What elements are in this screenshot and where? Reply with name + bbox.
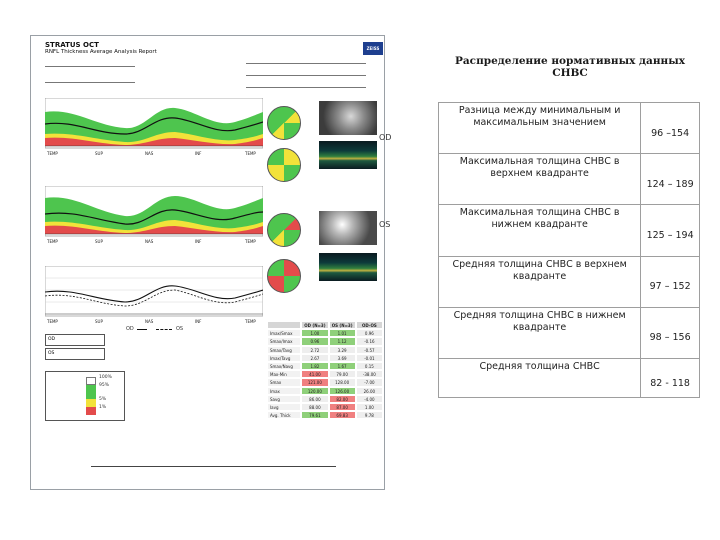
table-cell: -7.00 bbox=[356, 378, 383, 386]
table-cell: 88.00 bbox=[301, 403, 328, 411]
percentile-bar-yellow bbox=[86, 399, 96, 407]
od-clock-circle bbox=[267, 148, 301, 182]
table-row bbox=[267, 346, 383, 354]
table-row bbox=[267, 395, 383, 403]
table-header-cell bbox=[267, 321, 301, 329]
table-cell: Avg. Thick bbox=[267, 411, 301, 419]
os-fundus-image bbox=[319, 211, 377, 245]
normative-label: Средняя толщина СНВС в нижнем квадранте bbox=[439, 307, 641, 358]
svg-text:NAS: NAS bbox=[145, 239, 154, 244]
table-cell: 1.00 bbox=[356, 403, 383, 411]
table-cell: -0.16 bbox=[356, 337, 383, 345]
legend-os-label: OS bbox=[176, 326, 184, 332]
os-tsnit-chart bbox=[45, 186, 263, 246]
patient-info-line bbox=[45, 62, 135, 67]
table-cell: 1.82 bbox=[301, 362, 328, 370]
table-cell: -0.01 bbox=[356, 354, 383, 362]
normative-row bbox=[439, 359, 700, 398]
os-oct-image bbox=[319, 253, 377, 281]
table-header-cell: OD (N=3) bbox=[301, 321, 328, 329]
table-cell: 0.96 bbox=[356, 329, 383, 337]
legend-od-line bbox=[137, 329, 147, 330]
table-cell: Iavg bbox=[267, 403, 301, 411]
zeiss-logo: ZEISS bbox=[363, 42, 383, 55]
table-cell: 1.67 bbox=[329, 362, 356, 370]
svg-text:TEMP: TEMP bbox=[47, 151, 58, 156]
normative-title: Распределение нормативных данных СНВС bbox=[454, 55, 685, 79]
os-clock-circle bbox=[267, 259, 301, 293]
table-cell: 3.69 bbox=[329, 354, 356, 362]
table-row bbox=[267, 362, 383, 370]
table-cell: 86.00 bbox=[301, 395, 328, 403]
table-cell: Smax bbox=[267, 378, 301, 386]
svg-text:SUP: SUP bbox=[95, 239, 103, 244]
table-cell: 1.01 bbox=[329, 329, 356, 337]
percentile-100: 100% bbox=[99, 375, 112, 380]
table-cell: Smax/Navg bbox=[267, 362, 301, 370]
normative-value: 96 –154 bbox=[641, 103, 700, 154]
table-cell: Max-Min bbox=[267, 370, 301, 378]
od-fundus-image bbox=[319, 101, 377, 135]
table-cell: 87.00 bbox=[329, 403, 356, 411]
svg-text:SUP: SUP bbox=[95, 319, 103, 324]
report-title: STRATUS OCT bbox=[45, 41, 99, 49]
scan-info-3 bbox=[246, 83, 366, 88]
table-cell: -38.00 bbox=[356, 370, 383, 378]
normative-table-body bbox=[439, 103, 700, 398]
percentile-5: 5% bbox=[99, 397, 107, 402]
table-cell: 3.29 bbox=[329, 346, 356, 354]
os-quadrant-circle bbox=[267, 213, 301, 247]
table-row bbox=[267, 411, 383, 419]
os-scans-box bbox=[45, 348, 105, 360]
oct-report-panel bbox=[30, 35, 392, 490]
table-header-cell: OS (N=3) bbox=[329, 321, 356, 329]
table-cell: 26.00 bbox=[356, 387, 383, 395]
percentile-bar-red bbox=[86, 407, 96, 415]
svg-text:TEMP: TEMP bbox=[245, 151, 256, 156]
normative-label: Разница между минимальным и максимальным значением bbox=[439, 103, 641, 154]
table-cell: 120.00 bbox=[301, 387, 328, 395]
signature-line bbox=[91, 466, 336, 467]
os-label: OS bbox=[379, 220, 391, 229]
od-oct-image bbox=[319, 141, 377, 169]
svg-text:SUP: SUP bbox=[95, 151, 103, 156]
od-scans-box bbox=[45, 334, 105, 346]
normative-row bbox=[439, 103, 700, 154]
normative-value: 125 – 194 bbox=[641, 205, 700, 256]
table-cell: 1.12 bbox=[329, 337, 356, 345]
table-cell: 2.72 bbox=[301, 346, 328, 354]
percentile-95: 95% bbox=[99, 383, 110, 388]
table-cell: 128.00 bbox=[329, 378, 356, 386]
od-scans-eye: OD bbox=[48, 337, 56, 342]
normative-value: 97 – 152 bbox=[641, 256, 700, 307]
legend-os-line bbox=[156, 329, 172, 330]
table-cell: 9.78 bbox=[356, 411, 383, 419]
table-cell: Imax bbox=[267, 387, 301, 395]
percentile-legend bbox=[45, 371, 125, 421]
table-row bbox=[267, 329, 383, 337]
percentile-bar-white bbox=[86, 377, 96, 385]
svg-text:NAS: NAS bbox=[145, 151, 154, 156]
scan-info-1 bbox=[246, 59, 366, 64]
svg-text:INF: INF bbox=[195, 151, 202, 156]
od-tsnit-chart bbox=[45, 98, 263, 158]
report-subtitle: RNFL Thickness Average Analysis Report bbox=[45, 49, 157, 55]
table-row bbox=[267, 378, 383, 386]
table-cell: Smax/Imax bbox=[267, 337, 301, 345]
table-cell: Savg bbox=[267, 395, 301, 403]
percentile-bar-green bbox=[86, 385, 96, 399]
normative-label: Максимальная толщина СНВС в верхнем квадранте bbox=[439, 154, 641, 205]
table-cell: 79.00 bbox=[329, 370, 356, 378]
normative-row bbox=[439, 205, 700, 256]
normative-label: Средняя толщина СНВС в верхнем квадранте bbox=[439, 256, 641, 307]
legend-od-label: OD bbox=[126, 326, 134, 332]
table-cell: -0.57 bbox=[356, 346, 383, 354]
table-cell: 1.00 bbox=[301, 329, 328, 337]
table-cell: Imax/Smax bbox=[267, 329, 301, 337]
normative-row bbox=[439, 307, 700, 358]
normative-table bbox=[438, 102, 700, 398]
table-row bbox=[267, 337, 383, 345]
svg-text:TEMP: TEMP bbox=[245, 239, 256, 244]
patient-info-line-2 bbox=[45, 78, 135, 83]
table-cell: 79.61 bbox=[301, 411, 328, 419]
normative-label: Максимальная толщина СНВС в нижнем квадранте bbox=[439, 205, 641, 256]
table-row bbox=[267, 354, 383, 362]
od-os-comparison-chart bbox=[45, 266, 263, 326]
table-cell: 2.67 bbox=[301, 354, 328, 362]
table-body bbox=[267, 329, 383, 419]
table-row bbox=[267, 387, 383, 395]
table-cell: 82.00 bbox=[329, 395, 356, 403]
os-scans-eye: OS bbox=[48, 351, 55, 356]
normative-value: 82 - 118 bbox=[641, 359, 700, 398]
svg-text:NAS: NAS bbox=[145, 319, 154, 324]
table-cell: 0.15 bbox=[356, 362, 383, 370]
table-cell: 121.00 bbox=[301, 378, 328, 386]
percentile-1: 1% bbox=[99, 405, 107, 410]
od-quadrant-circle bbox=[267, 106, 301, 140]
table-cell: 0.96 bbox=[301, 337, 328, 345]
table-cell: -4.00 bbox=[356, 395, 383, 403]
table-cell: 126.00 bbox=[329, 387, 356, 395]
normative-row bbox=[439, 154, 700, 205]
table-cell: 41.00 bbox=[301, 370, 328, 378]
svg-text:TEMP: TEMP bbox=[47, 239, 58, 244]
svg-text:TEMP: TEMP bbox=[47, 319, 58, 324]
table-header-row bbox=[267, 321, 383, 329]
table-row bbox=[267, 403, 383, 411]
normative-value: 98 – 156 bbox=[641, 307, 700, 358]
normative-row bbox=[439, 256, 700, 307]
svg-text:INF: INF bbox=[195, 239, 202, 244]
svg-text:TEMP: TEMP bbox=[245, 319, 256, 324]
normative-value: 124 – 189 bbox=[641, 154, 700, 205]
svg-text:INF: INF bbox=[195, 319, 202, 324]
table-cell: Smax/Tavg bbox=[267, 346, 301, 354]
table-row bbox=[267, 370, 383, 378]
summary-table bbox=[267, 321, 383, 419]
table-header-cell: OD-OS bbox=[356, 321, 383, 329]
od-label: OD bbox=[379, 133, 392, 142]
scan-info-2 bbox=[246, 71, 366, 76]
table-cell: Imax/Tavg bbox=[267, 354, 301, 362]
normative-label: Средняя толщина СНВС bbox=[439, 359, 641, 398]
table-cell: 69.83 bbox=[329, 411, 356, 419]
